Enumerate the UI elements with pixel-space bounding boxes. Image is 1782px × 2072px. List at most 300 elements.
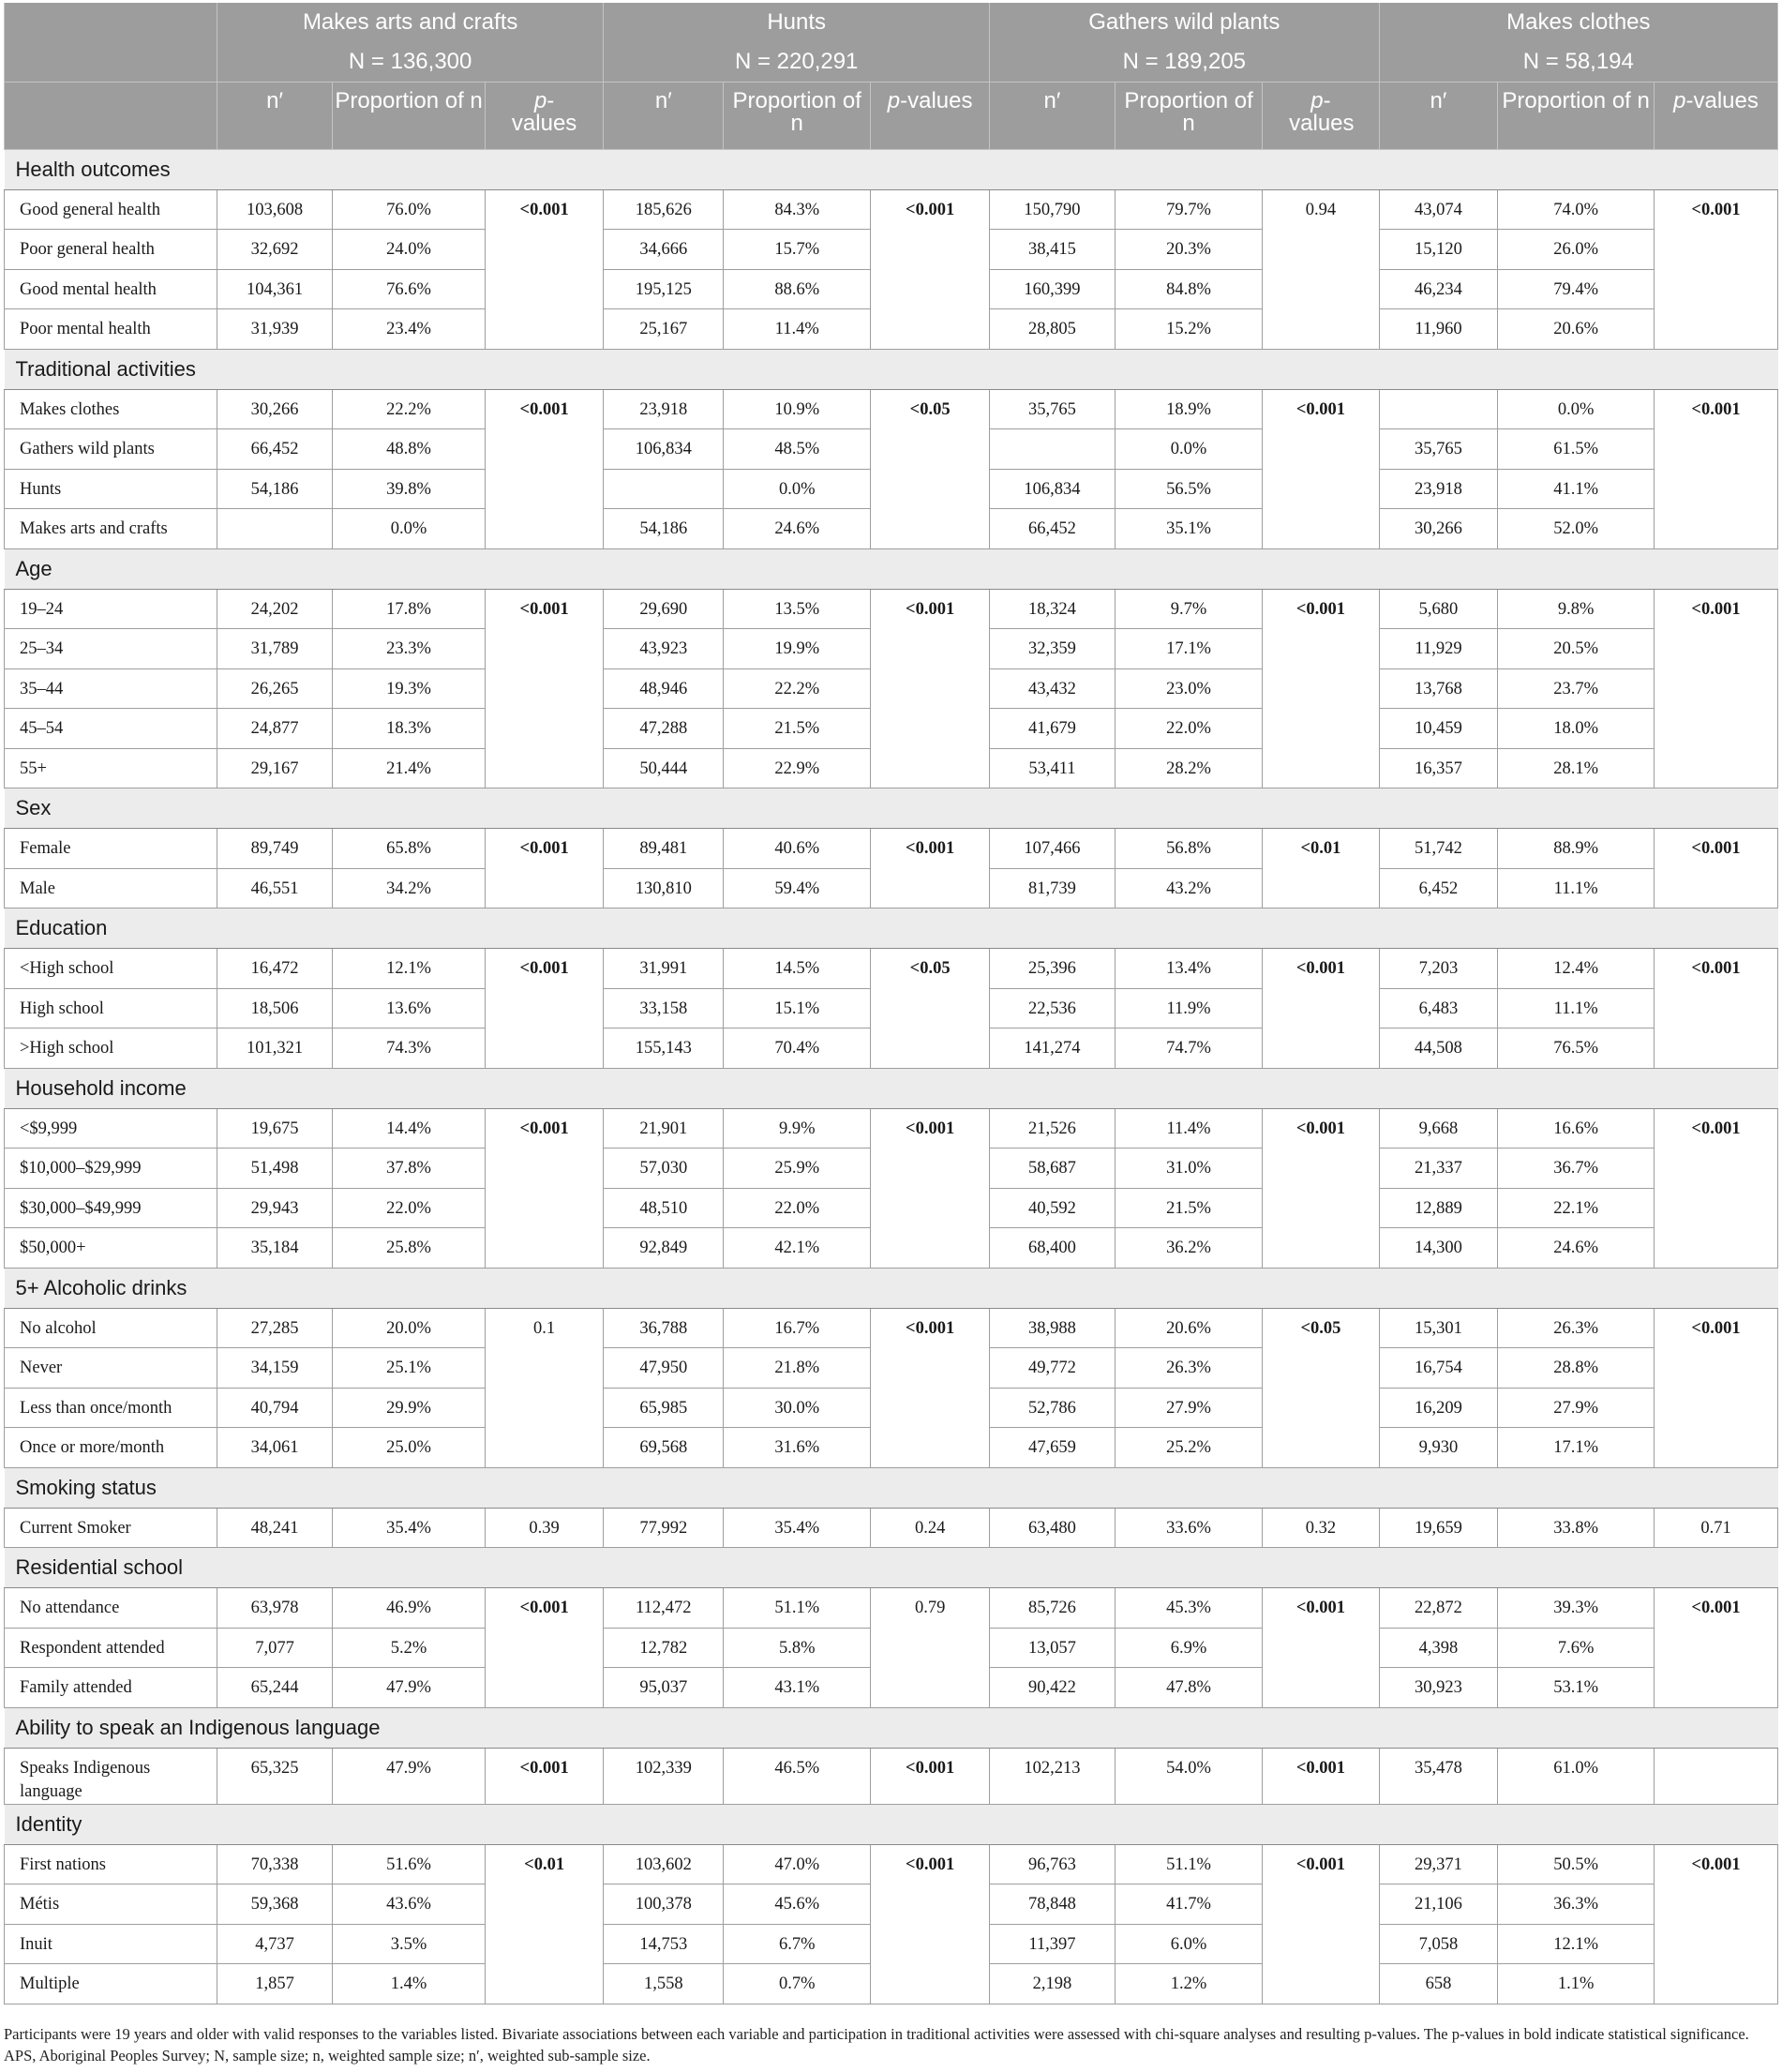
n-prime-cell: 14,300 (1379, 1228, 1498, 1269)
section-title: Sex (5, 788, 1778, 829)
n-prime-cell: 49,772 (989, 1348, 1115, 1389)
n-prime-cell: 85,726 (989, 1588, 1115, 1629)
p-value-cell: <0.001 (871, 1844, 990, 2004)
n-prime-cell: 52,786 (989, 1388, 1115, 1428)
p-value-cell: 0.39 (485, 1508, 604, 1548)
proportion-cell: 17.1% (1115, 629, 1262, 669)
n-prime-cell: 68,400 (989, 1228, 1115, 1269)
p-value-cell: 0.1 (485, 1308, 604, 1467)
row-label: $10,000–$29,999 (5, 1149, 217, 1189)
n-prime-cell: 19,675 (217, 1108, 332, 1149)
n-prime-cell: 1,558 (604, 1964, 724, 2004)
n-prime-cell: 7,203 (1379, 949, 1498, 989)
p-value-cell: <0.001 (1655, 189, 1778, 349)
footnote-text: Participants were 19 years and older with valid responses to the variables listed. Bivariate associations between each variable and participation in traditional activities were assessed with chi-square analyses and resulting p-values. The p-values in bold indicate statistical significance. APS, Aboriginal Peoples Survey; N, sample size; n, weighted sample size; n′, weighted sub-sample size. (4, 2025, 1749, 2064)
n-prime-cell: 43,923 (604, 629, 724, 669)
row-label: Métis (5, 1884, 217, 1925)
n-prime-cell: 112,472 (604, 1588, 724, 1629)
proportion-cell: 17.8% (333, 589, 485, 629)
proportion-cell: 19.3% (333, 668, 485, 709)
proportion-cell: 42.1% (724, 1228, 871, 1269)
header-corner (5, 82, 217, 149)
n-prime-cell: 51,742 (1379, 829, 1498, 869)
group-header-hunts: Hunts (604, 3, 990, 42)
n-prime-cell: 15,120 (1379, 230, 1498, 270)
n-prime-cell: 13,057 (989, 1628, 1115, 1668)
row-label: Good mental health (5, 269, 217, 309)
n-prime-cell: 47,950 (604, 1348, 724, 1389)
row-label: No alcohol (5, 1308, 217, 1348)
n-prime-cell: 66,452 (989, 509, 1115, 549)
proportion-cell: 25.8% (333, 1228, 485, 1269)
proportion-cell: 1.4% (333, 1964, 485, 2004)
proportion-cell: 33.8% (1498, 1508, 1655, 1548)
p-italic: p (1673, 87, 1686, 113)
proportion-cell: 51.1% (724, 1588, 871, 1629)
p-value-cell: <0.001 (1263, 1588, 1380, 1708)
row-label: Never (5, 1348, 217, 1389)
row-label: Male (5, 868, 217, 908)
section-header-row (5, 149, 1778, 189)
n-prime-cell: 22,536 (989, 988, 1115, 1028)
n-prime-cell: 13,768 (1379, 668, 1498, 709)
col-header-n-prime: n′ (604, 82, 724, 149)
proportion-cell: 26.3% (1115, 1348, 1262, 1389)
n-prime-cell: 57,030 (604, 1149, 724, 1189)
n-prime-cell: 23,918 (604, 389, 724, 429)
n-prime-cell: 658 (1379, 1964, 1498, 2004)
p-value-cell: <0.05 (871, 389, 990, 548)
proportion-cell: 34.2% (333, 868, 485, 908)
col-header-n-prime: n′ (989, 82, 1115, 149)
proportion-cell: 41.1% (1498, 469, 1655, 509)
table-row (5, 1508, 1778, 1548)
n-prime-cell: 31,939 (217, 309, 332, 350)
n-prime-cell: 107,466 (989, 829, 1115, 869)
section-header-row (5, 908, 1778, 949)
n-prime-cell: 185,626 (604, 189, 724, 230)
proportion-cell: 20.0% (333, 1308, 485, 1348)
n-prime-cell: 100,378 (604, 1884, 724, 1925)
n-prime-cell: 7,058 (1379, 1924, 1498, 1964)
n-prime-cell: 34,061 (217, 1428, 332, 1468)
n-prime-cell: 47,288 (604, 709, 724, 749)
n-prime-cell: 21,526 (989, 1108, 1115, 1149)
proportion-cell: 15.1% (724, 988, 871, 1028)
n-prime-cell: 25,167 (604, 309, 724, 350)
col-header-proportion: Proportion of n (1498, 82, 1655, 149)
n-prime-cell (217, 509, 332, 549)
row-label: Once or more/month (5, 1428, 217, 1468)
n-prime-cell: 66,452 (217, 429, 332, 470)
proportion-cell: 0.0% (1498, 389, 1655, 429)
proportion-cell: 59.4% (724, 868, 871, 908)
proportion-cell: 0.0% (1115, 429, 1262, 470)
proportion-cell: 74.7% (1115, 1028, 1262, 1069)
proportion-cell: 56.8% (1115, 829, 1262, 869)
n-prime-cell: 50,444 (604, 748, 724, 788)
p-value-cell (1655, 1748, 1778, 1804)
p-value-cell: 0.79 (871, 1588, 990, 1708)
table-row (5, 1308, 1778, 1348)
table-footnote (4, 2023, 1778, 2066)
row-label: Respondent attended (5, 1628, 217, 1668)
proportion-cell: 24.6% (1498, 1228, 1655, 1269)
proportion-cell: 20.5% (1498, 629, 1655, 669)
section-header-row (5, 1548, 1778, 1588)
n-prime-cell: 46,234 (1379, 269, 1498, 309)
p-value-cell: <0.001 (1655, 1844, 1778, 2004)
row-label: <$9,999 (5, 1108, 217, 1149)
section-title: Education (5, 908, 1778, 949)
proportion-cell: 11.4% (724, 309, 871, 350)
n-prime-cell: 29,943 (217, 1188, 332, 1228)
proportion-cell: 22.2% (724, 668, 871, 709)
n-prime-cell: 44,508 (1379, 1028, 1498, 1069)
p-value-cell: <0.001 (1655, 1588, 1778, 1708)
proportion-cell: 6.0% (1115, 1924, 1262, 1964)
n-prime-cell: 43,432 (989, 668, 1115, 709)
proportion-cell: 0.0% (333, 509, 485, 549)
row-label: >High school (5, 1028, 217, 1069)
proportion-cell: 76.0% (333, 189, 485, 230)
p-value-cell: 0.94 (1263, 189, 1380, 349)
proportion-cell: 35.4% (724, 1508, 871, 1548)
p-value-cell: <0.001 (871, 1308, 990, 1467)
header-row-columns (5, 82, 1778, 149)
n-prime-cell: 195,125 (604, 269, 724, 309)
group-n-gathers (989, 42, 1379, 82)
n-prime-cell: 41,679 (989, 709, 1115, 749)
n-prime-cell: 160,399 (989, 269, 1115, 309)
proportion-cell: 22.2% (333, 389, 485, 429)
row-label: Current Smoker (5, 1508, 217, 1548)
section-title: Residential school (5, 1548, 1778, 1588)
proportion-cell: 23.7% (1498, 668, 1655, 709)
n-prime-cell: 19,659 (1379, 1508, 1498, 1548)
n-prime-cell: 65,244 (217, 1668, 332, 1708)
proportion-cell: 46.9% (333, 1588, 485, 1629)
proportion-cell: 51.6% (333, 1844, 485, 1884)
proportion-cell: 65.8% (333, 829, 485, 869)
group-n-arts-text: N = 136,300 (348, 48, 472, 74)
proportion-cell: 76.6% (333, 269, 485, 309)
p-value-cell: <0.001 (1655, 829, 1778, 908)
n-prime-cell: 33,158 (604, 988, 724, 1028)
row-label: $50,000+ (5, 1228, 217, 1269)
proportion-cell: 76.5% (1498, 1028, 1655, 1069)
proportion-cell: 88.9% (1498, 829, 1655, 869)
proportion-cell: 13.5% (724, 589, 871, 629)
row-label: Family attended (5, 1668, 217, 1708)
n-prime-cell: 29,167 (217, 748, 332, 788)
proportion-cell: 47.9% (333, 1668, 485, 1708)
proportion-cell: 5.8% (724, 1628, 871, 1668)
n-prime-cell: 16,209 (1379, 1388, 1498, 1428)
header-corner (5, 42, 217, 82)
proportion-cell: 43.2% (1115, 868, 1262, 908)
p-value-cell: 0.32 (1263, 1508, 1380, 1548)
proportion-cell: 61.0% (1498, 1748, 1655, 1804)
row-label: Gathers wild plants (5, 429, 217, 470)
proportion-cell: 56.5% (1115, 469, 1262, 509)
proportion-cell: 27.9% (1115, 1388, 1262, 1428)
table-row (5, 1748, 1778, 1804)
proportion-cell: 21.5% (724, 709, 871, 749)
n-prime-cell: 10,459 (1379, 709, 1498, 749)
col-header-proportion: Proportion of n (333, 82, 485, 149)
proportion-cell: 22.1% (1498, 1188, 1655, 1228)
row-label: Makes arts and crafts (5, 509, 217, 549)
row-label: 45–54 (5, 709, 217, 749)
n-prime-cell: 78,848 (989, 1884, 1115, 1925)
row-label: Female (5, 829, 217, 869)
proportion-cell: 79.4% (1498, 269, 1655, 309)
section-header-row (5, 1467, 1778, 1508)
n-prime-cell: 63,480 (989, 1508, 1115, 1548)
n-prime-cell: 130,810 (604, 868, 724, 908)
n-prime-cell (604, 469, 724, 509)
proportion-cell: 79.7% (1115, 189, 1262, 230)
proportion-cell: 30.0% (724, 1388, 871, 1428)
proportion-cell: 0.0% (724, 469, 871, 509)
p-value-cell: <0.001 (1655, 949, 1778, 1069)
proportion-cell: 15.7% (724, 230, 871, 270)
n-prime-cell: 18,324 (989, 589, 1115, 629)
proportion-cell: 31.6% (724, 1428, 871, 1468)
n-prime-cell: 35,184 (217, 1228, 332, 1269)
proportion-cell: 29.9% (333, 1388, 485, 1428)
n-prime-cell: 6,452 (1379, 868, 1498, 908)
section-header-row (5, 1804, 1778, 1844)
proportion-cell: 22.9% (724, 748, 871, 788)
proportion-cell: 47.8% (1115, 1668, 1262, 1708)
n-prime-cell: 48,510 (604, 1188, 724, 1228)
n-prime-cell: 43,074 (1379, 189, 1498, 230)
proportion-cell: 84.3% (724, 189, 871, 230)
n-prime-cell: 46,551 (217, 868, 332, 908)
row-label: First nations (5, 1844, 217, 1884)
proportion-cell: 20.6% (1498, 309, 1655, 350)
n-prime-cell: 4,398 (1379, 1628, 1498, 1668)
group-n-clothes-text: N = 58,194 (1522, 48, 1634, 74)
proportion-cell: 9.9% (724, 1108, 871, 1149)
proportion-cell: 24.0% (333, 230, 485, 270)
n-prime-cell: 28,805 (989, 309, 1115, 350)
proportion-cell: 51.1% (1115, 1844, 1262, 1884)
row-label: Speaks Indigenous language (5, 1748, 217, 1804)
proportion-cell: 40.6% (724, 829, 871, 869)
p-value-cell: <0.001 (1655, 1308, 1778, 1467)
n-prime-cell: 30,266 (1379, 509, 1498, 549)
n-prime-cell: 102,339 (604, 1748, 724, 1804)
p-value-cell: <0.001 (871, 189, 990, 349)
n-prime-cell: 32,692 (217, 230, 332, 270)
p-value-cell: <0.05 (871, 949, 990, 1069)
n-prime-cell: 34,666 (604, 230, 724, 270)
n-prime-cell: 54,186 (604, 509, 724, 549)
proportion-cell: 88.6% (724, 269, 871, 309)
n-prime-cell: 65,985 (604, 1388, 724, 1428)
proportion-cell: 12.1% (1498, 1924, 1655, 1964)
n-prime-cell: 69,568 (604, 1428, 724, 1468)
proportion-cell: 26.3% (1498, 1308, 1655, 1348)
proportion-cell: 16.6% (1498, 1108, 1655, 1149)
proportion-cell: 5.2% (333, 1628, 485, 1668)
n-prime-cell: 96,763 (989, 1844, 1115, 1884)
proportion-cell: 18.3% (333, 709, 485, 749)
p-value-cell: 0.24 (871, 1508, 990, 1548)
proportion-cell: 0.7% (724, 1964, 871, 2004)
col-header-p-values: p-values (871, 82, 990, 149)
proportion-cell: 36.2% (1115, 1228, 1262, 1269)
n-prime-cell: 102,213 (989, 1748, 1115, 1804)
n-prime-cell: 89,481 (604, 829, 724, 869)
section-header-row (5, 788, 1778, 829)
proportion-cell: 39.8% (333, 469, 485, 509)
proportion-cell: 54.0% (1115, 1748, 1262, 1804)
row-label: $30,000–$49,999 (5, 1188, 217, 1228)
p-value-cell: 0.71 (1655, 1508, 1778, 1548)
proportion-cell: 45.3% (1115, 1588, 1262, 1629)
n-prime-cell: 12,889 (1379, 1188, 1498, 1228)
group-header-clothes: Makes clothes (1379, 3, 1777, 42)
proportion-cell: 28.2% (1115, 748, 1262, 788)
proportion-cell: 14.5% (724, 949, 871, 989)
proportion-cell: 7.6% (1498, 1628, 1655, 1668)
n-prime-cell: 6,483 (1379, 988, 1498, 1028)
proportion-cell: 18.0% (1498, 709, 1655, 749)
table-row (5, 1108, 1778, 1149)
group-n-hunts-text: N = 220,291 (734, 48, 859, 74)
proportion-cell: 11.1% (1498, 868, 1655, 908)
p-italic: p (533, 87, 547, 113)
proportion-cell: 37.8% (333, 1149, 485, 1189)
row-label: Good general health (5, 189, 217, 230)
n-prime-cell: 18,506 (217, 988, 332, 1028)
n-prime-cell: 35,478 (1379, 1748, 1498, 1804)
proportion-cell: 25.9% (724, 1149, 871, 1189)
n-prime-cell: 51,498 (217, 1149, 332, 1189)
n-prime-cell: 48,946 (604, 668, 724, 709)
proportion-cell: 53.1% (1498, 1668, 1655, 1708)
section-title: Ability to speak an Indigenous language (5, 1707, 1778, 1748)
proportion-cell: 13.6% (333, 988, 485, 1028)
proportion-cell: 26.0% (1498, 230, 1655, 270)
proportion-cell: 22.0% (1115, 709, 1262, 749)
p-value-cell: <0.001 (485, 1108, 604, 1268)
n-prime-cell: 77,992 (604, 1508, 724, 1548)
n-prime-cell: 34,159 (217, 1348, 332, 1389)
section-title: Traditional activities (5, 349, 1778, 389)
n-prime-cell: 21,337 (1379, 1149, 1498, 1189)
proportion-cell: 36.7% (1498, 1149, 1655, 1189)
proportion-cell: 25.1% (333, 1348, 485, 1389)
row-label: 25–34 (5, 629, 217, 669)
proportion-cell: 12.1% (333, 949, 485, 989)
proportion-cell: 24.6% (724, 509, 871, 549)
proportion-cell: 11.4% (1115, 1108, 1262, 1149)
section-title: Age (5, 548, 1778, 589)
n-prime-cell: 141,274 (989, 1028, 1115, 1069)
row-label: Poor general health (5, 230, 217, 270)
n-prime-cell: 101,321 (217, 1028, 332, 1069)
p-value-cell: <0.001 (485, 829, 604, 908)
n-prime-cell: 53,411 (989, 748, 1115, 788)
n-prime-cell: 59,368 (217, 1884, 332, 1925)
n-prime-cell: 90,422 (989, 1668, 1115, 1708)
p-value-cell: <0.01 (485, 1844, 604, 2004)
table-body (5, 149, 1778, 2004)
p-value-cell: <0.001 (485, 1588, 604, 1708)
p-value-cell: <0.001 (871, 1108, 990, 1268)
proportion-cell: 52.0% (1498, 509, 1655, 549)
proportion-cell: 12.4% (1498, 949, 1655, 989)
p-value-cell: <0.001 (1655, 1108, 1778, 1268)
n-prime-cell: 15,301 (1379, 1308, 1498, 1348)
proportion-cell: 21.5% (1115, 1188, 1262, 1228)
p-value-cell: <0.001 (485, 1748, 604, 1804)
header-row-groups (5, 3, 1778, 42)
n-prime-cell: 150,790 (989, 189, 1115, 230)
group-n-hunts (604, 42, 990, 82)
n-prime-cell: 38,988 (989, 1308, 1115, 1348)
col-header-proportion: Proportion of n (724, 82, 871, 149)
n-prime-cell: 58,687 (989, 1149, 1115, 1189)
n-prime-cell: 95,037 (604, 1668, 724, 1708)
section-title: Household income (5, 1068, 1778, 1108)
n-prime-cell: 14,753 (604, 1924, 724, 1964)
table-row (5, 389, 1778, 429)
proportion-cell: 9.8% (1498, 589, 1655, 629)
p-value-cell: <0.001 (1263, 1844, 1380, 2004)
n-prime-cell: 11,960 (1379, 309, 1498, 350)
proportion-cell: 61.5% (1498, 429, 1655, 470)
proportion-cell: 48.8% (333, 429, 485, 470)
proportion-cell: 1.2% (1115, 1964, 1262, 2004)
proportion-cell: 6.7% (724, 1924, 871, 1964)
group-header-arts: Makes arts and crafts (217, 3, 604, 42)
n-prime-cell: 2,198 (989, 1964, 1115, 2004)
p-value-cell: <0.001 (1263, 1108, 1380, 1268)
n-prime-cell: 1,857 (217, 1964, 332, 2004)
proportion-cell: 27.9% (1498, 1388, 1655, 1428)
row-label: 19–24 (5, 589, 217, 629)
n-prime-cell: 48,241 (217, 1508, 332, 1548)
n-prime-cell: 29,371 (1379, 1844, 1498, 1884)
n-prime-cell: 38,415 (989, 230, 1115, 270)
n-prime-cell: 155,143 (604, 1028, 724, 1069)
header-row-sizes (5, 42, 1778, 82)
n-prime-cell: 4,737 (217, 1924, 332, 1964)
n-prime-cell: 36,788 (604, 1308, 724, 1348)
row-label: <High school (5, 949, 217, 989)
n-prime-cell: 31,991 (604, 949, 724, 989)
proportion-cell: 74.0% (1498, 189, 1655, 230)
table-row (5, 1588, 1778, 1629)
n-prime-cell: 26,265 (217, 668, 332, 709)
n-prime-cell: 104,361 (217, 269, 332, 309)
n-prime-cell: 35,765 (1379, 429, 1498, 470)
col-header-proportion: Proportion of n (1115, 82, 1262, 149)
p-value-cell: <0.001 (1655, 589, 1778, 788)
section-header-row (5, 1707, 1778, 1748)
proportion-cell: 11.9% (1115, 988, 1262, 1028)
group-n-gathers-text: N = 189,205 (1122, 48, 1247, 74)
p-value-cell: <0.001 (1263, 949, 1380, 1069)
p-value-cell: <0.001 (485, 949, 604, 1069)
p-value-cell: <0.001 (485, 189, 604, 349)
